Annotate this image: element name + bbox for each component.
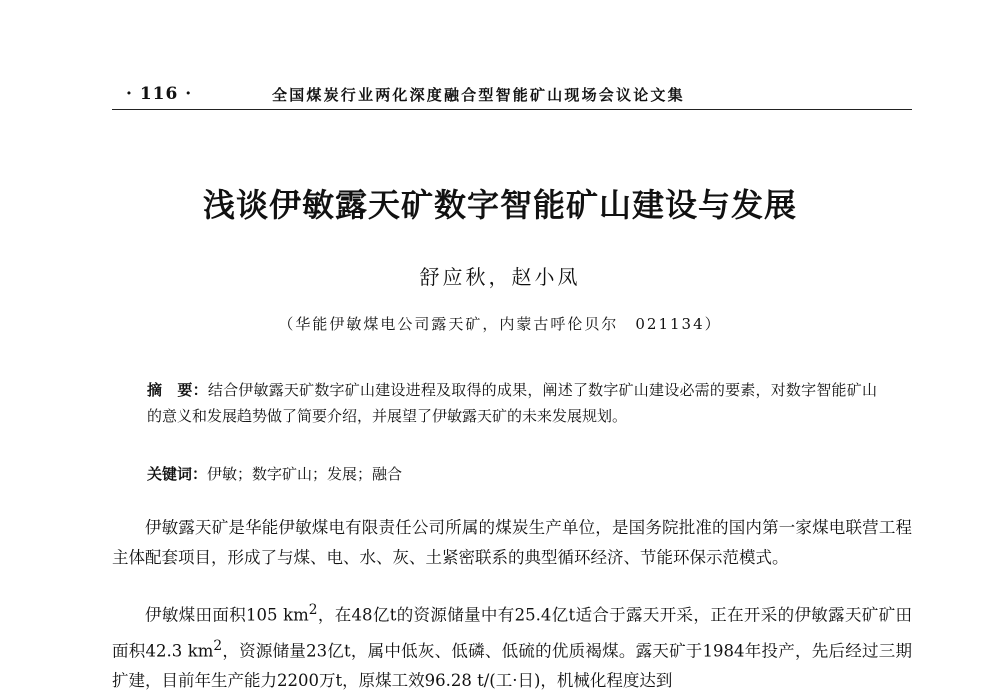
page-number: · 116 · xyxy=(126,84,193,104)
body-paragraph-2 xyxy=(112,595,912,696)
running-header: 全国煤炭行业两化深度融合型智能矿山现场会议论文集 xyxy=(272,86,685,104)
p2-sup-2: 2 xyxy=(213,637,223,654)
keywords-text: 伊敏；数字矿山；发展；融合 xyxy=(207,465,403,483)
article-affiliation: （华能伊敏煤电公司露天矿，内蒙古呼伦贝尔 021134） xyxy=(278,315,722,333)
p2-sup-1: 2 xyxy=(308,602,318,618)
article-title: 浅谈伊敏露天矿数字智能矿山建设与发展 xyxy=(202,186,797,224)
p2-text-c: ，资源储量23亿t，属中低灰、低磷、低硫的优质褐煤。露天矿于1984年投产，先后经过三期扩建，目前年生产能力2200万t，原煤工效96.28 t/(工·日)，机械化程度达到 xyxy=(112,641,912,690)
p2-text-b: ，在48亿t的资源储量中有25.4亿t适合于露天开采，正在开采的伊敏露天矿矿田面积42.3 km xyxy=(112,605,912,660)
keywords xyxy=(147,461,402,487)
article-authors: 舒应秋，赵小凤 xyxy=(419,265,581,289)
abstract-label: 摘 要： xyxy=(147,381,208,399)
body-paragraph-1: 伊敏露天矿是华能伊敏煤电有限责任公司所属的煤炭生产单位，是国务院批准的国内第一家煤电联营工程主体配套项目，形成了与煤、电、水、灰、土紧密联系的典型循环经济、节能环保示范模式。 xyxy=(112,518,912,567)
abstract-text: 结合伊敏露天矿数字矿山建设进程及取得的成果，阐述了数字矿山建设必需的要素，对数字智能矿山的意义和发展趋势做了简要介绍，并展望了伊敏露天矿的未来发展规划。 xyxy=(147,381,877,425)
abstract xyxy=(147,377,877,429)
p2-text-a: 伊敏煤田面积105 km xyxy=(145,605,309,625)
keywords-label: 关键词： xyxy=(147,465,208,483)
header-rule xyxy=(112,109,912,110)
